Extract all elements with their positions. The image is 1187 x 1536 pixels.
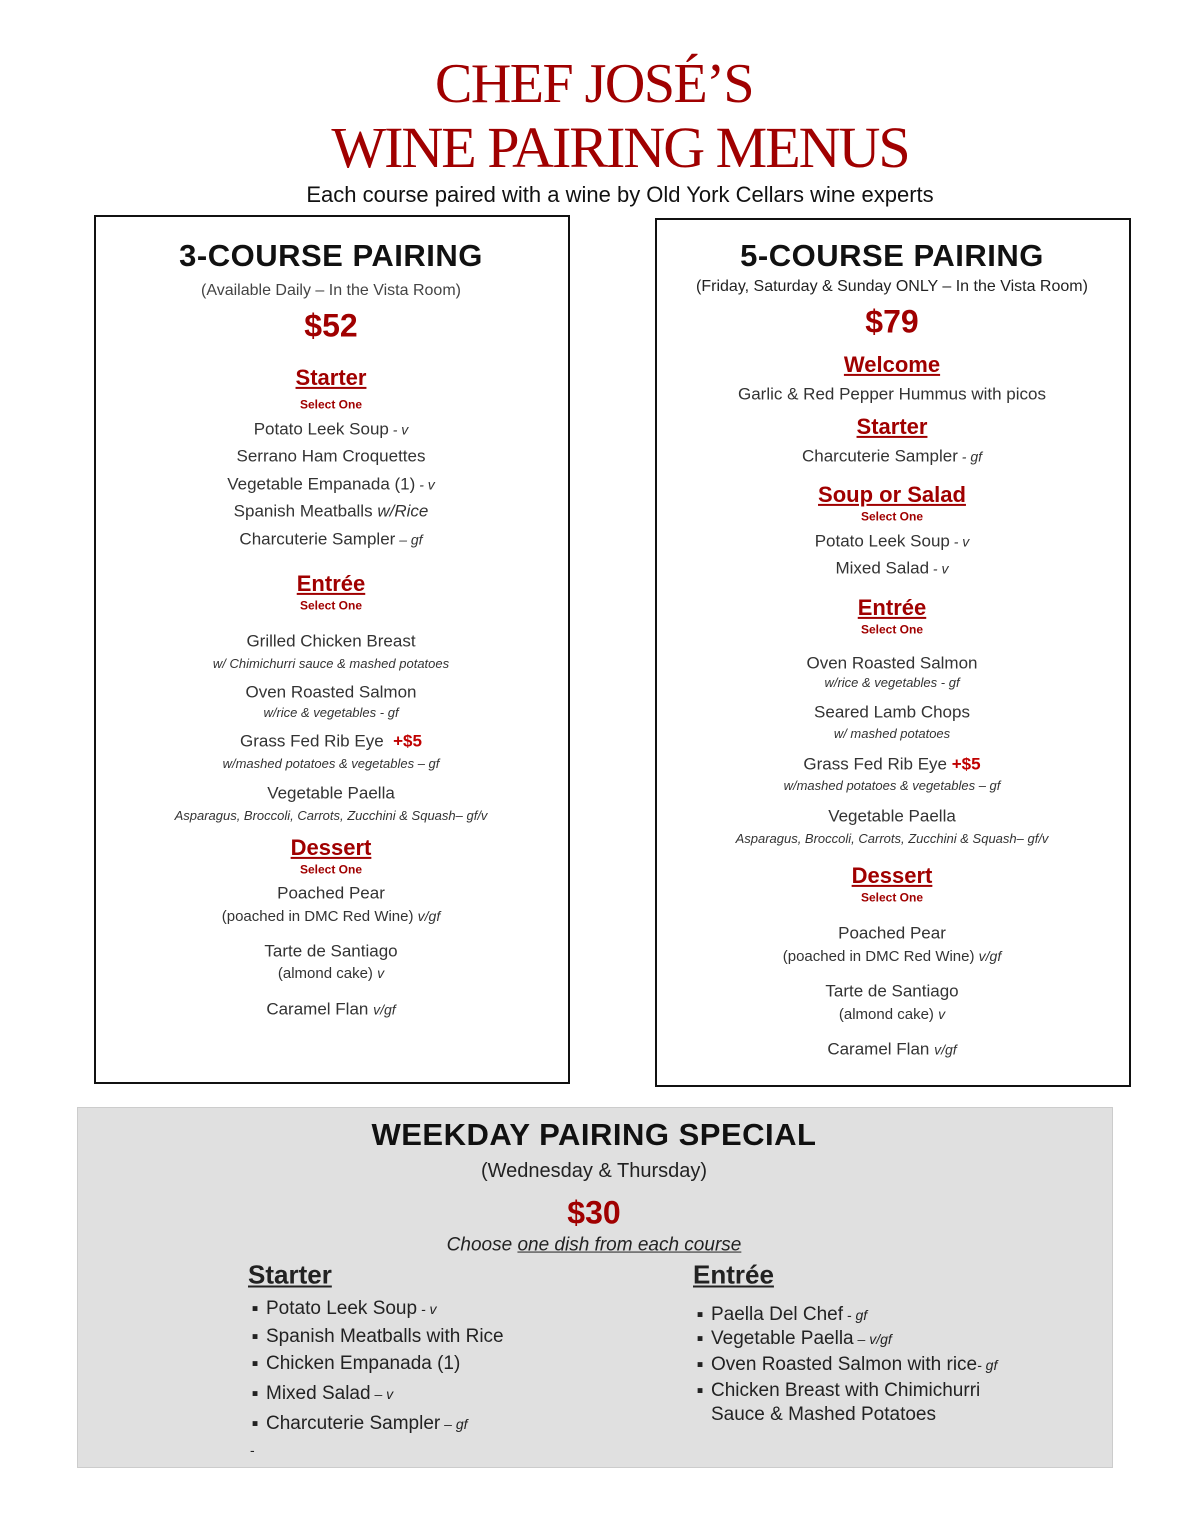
section-heading: Starter	[856, 413, 928, 439]
list-item-continuation	[711, 1404, 936, 1426]
weekday-instruction	[77, 1236, 1111, 1257]
item-description: w/ mashed potatoes	[833, 725, 951, 741]
bullet-icon: ■	[697, 1385, 704, 1397]
menu-item	[94, 733, 568, 752]
item-description: (almond cake)	[277, 964, 378, 982]
item-name: Seared Lamb Chops	[814, 702, 970, 722]
five-course-availability: (Friday, Saturday & Sunday ONLY – In the Vista Room)	[696, 278, 1088, 296]
weekday-price: $30	[567, 1194, 621, 1231]
diet-tag: - v	[949, 533, 970, 550]
bullet-icon: ■	[697, 1333, 704, 1345]
item-description: w/ Chimichurri sauce & mashed potatoes	[212, 655, 450, 671]
menu-item	[94, 476, 568, 495]
item-name: Poached Pear	[838, 923, 946, 943]
section-heading: Starter	[295, 364, 367, 390]
item-name: Oven Roasted Salmon	[245, 682, 417, 702]
item-name: Mixed Salad	[835, 558, 930, 578]
diet-tag: – gf	[395, 531, 423, 548]
section-heading: Welcome	[843, 351, 941, 377]
item-name: Oven Roasted Salmon	[806, 653, 978, 673]
menu-item	[655, 560, 1129, 579]
title-line-2: WINE PAIRING MENUS	[331, 115, 909, 181]
diet-tag: v/gf	[417, 907, 441, 924]
item-name: Grass Fed Rib Eye	[240, 731, 384, 751]
item-description: Asparagus, Broccoli, Carrots, Zucchini & Squash– gf/v	[174, 807, 488, 823]
item-description: w/rice & vegetables - gf	[263, 704, 399, 720]
item-name: Sauce & Mashed Potatoes	[711, 1404, 936, 1425]
section-heading: Starter	[248, 1259, 332, 1290]
item-name: Grilled Chicken Breast	[246, 631, 416, 651]
title-line-1: CHEF JOSÉ’S	[434, 53, 754, 116]
upcharge: +$5	[951, 754, 981, 774]
section-heading: Soup or Salad	[818, 481, 966, 507]
section-heading: Dessert	[851, 862, 933, 888]
item-description: (poached in DMC Red Wine)	[782, 947, 979, 965]
item-name: Potato Leek Soup	[253, 419, 389, 439]
item-name: Poached Pear	[277, 883, 385, 903]
item-description: (almond cake)	[838, 1005, 939, 1023]
bullet-icon: ■	[697, 1309, 704, 1321]
five-course-price: $79	[865, 303, 919, 340]
menu-item	[655, 1041, 1129, 1060]
bullet-icon: ■	[252, 1358, 259, 1370]
item-name: Chicken Empanada (1)	[266, 1353, 461, 1374]
menu-item	[655, 448, 1129, 467]
list-item	[266, 1383, 393, 1405]
item-name: Mixed Salad	[266, 1383, 371, 1404]
bullet-icon: ■	[252, 1303, 259, 1315]
three-course-price: $52	[304, 307, 358, 344]
item-name: Charcuterie Sampler	[801, 446, 958, 466]
list-item	[266, 1413, 468, 1435]
select-one-note: Select One	[299, 862, 363, 877]
item-accompaniment: w/Rice	[377, 501, 429, 521]
diet-tag: - v	[417, 1301, 437, 1317]
list-item	[266, 1326, 504, 1348]
item-description: w/mashed potatoes & vegetables – gf	[783, 777, 1001, 793]
select-one-note: Select One	[299, 397, 363, 412]
menu-item	[655, 949, 1129, 966]
item-description: Asparagus, Broccoli, Carrots, Zucchini & Squash– gf/v	[735, 830, 1049, 846]
bullet-icon: ■	[252, 1331, 259, 1343]
diet-tag: - v	[929, 560, 949, 577]
menu-item	[655, 1007, 1129, 1024]
item-name: Serrano Ham Croquettes	[236, 446, 426, 466]
menu-item	[655, 533, 1129, 552]
list-item	[711, 1354, 997, 1376]
item-name: Charcuterie Sampler	[266, 1413, 441, 1434]
diet-tag: - gf	[843, 1307, 868, 1323]
item-name: Garlic & Red Pepper Hummus with picos	[737, 384, 1046, 404]
diet-tag: v	[938, 1005, 946, 1022]
three-course-availability: (Available Daily – In the Vista Room)	[201, 282, 461, 300]
item-name: Vegetable Paella	[267, 783, 395, 803]
section-heading: Entrée	[857, 594, 927, 620]
menu-item	[94, 966, 568, 983]
item-name: Caramel Flan	[266, 999, 374, 1019]
three-course-title: 3-COURSE PAIRING	[179, 237, 483, 273]
menu-item	[94, 531, 568, 550]
list-item	[266, 1298, 437, 1320]
diet-tag: – v/gf	[853, 1331, 892, 1347]
section-heading: Entrée	[693, 1259, 774, 1290]
item-name: Grass Fed Rib Eye	[803, 754, 948, 774]
item-name: Tarte de Santiago	[825, 981, 959, 1001]
list-item	[266, 1353, 460, 1375]
menu-item	[94, 421, 568, 440]
instruction-prefix: Choose	[446, 1234, 518, 1256]
tagline: Each course paired with a wine by Old York Cellars wine experts	[306, 181, 934, 207]
list-item	[711, 1328, 892, 1350]
select-one-note: Select One	[860, 622, 924, 637]
item-name: Caramel Flan	[827, 1039, 935, 1059]
menu-item	[655, 756, 1129, 775]
item-name: Charcuterie Sampler	[239, 529, 396, 549]
item-name: Potato Leek Soup	[814, 531, 950, 551]
select-one-note: Select One	[860, 890, 924, 905]
menu-item	[94, 909, 568, 926]
item-name: Paella Del Chef	[711, 1304, 844, 1325]
item-name: Spanish Meatballs	[233, 501, 378, 521]
list-item	[711, 1380, 980, 1402]
diet-tag: - v	[415, 476, 435, 493]
section-heading: Dessert	[290, 834, 372, 860]
diet-tag: – gf	[440, 1416, 468, 1432]
five-course-title: 5-COURSE PAIRING	[740, 237, 1044, 273]
item-name: Oven Roasted Salmon with rice	[711, 1354, 978, 1375]
item-name: Tarte de Santiago	[264, 941, 398, 961]
diet-tag: v	[377, 964, 385, 981]
diet-tag: - v	[388, 421, 409, 438]
item-name: Chicken Breast with Chimichurri	[711, 1380, 981, 1401]
menu-item	[94, 448, 568, 467]
diet-tag: v/gf	[978, 947, 1002, 964]
section-heading: Entrée	[296, 570, 366, 596]
weekday-days: (Wednesday & Thursday)	[480, 1160, 708, 1182]
item-name: Spanish Meatballs with Rice	[266, 1326, 504, 1347]
list-item	[711, 1304, 867, 1326]
instruction-emphasis: one dish from each course	[517, 1234, 742, 1256]
item-description: w/mashed potatoes & vegetables – gf	[222, 755, 440, 771]
menu-item	[94, 503, 568, 522]
item-name: Vegetable Empanada (1)	[227, 474, 416, 494]
weekday-title: WEEKDAY PAIRING SPECIAL	[371, 1116, 817, 1152]
item-name: Vegetable Paella	[828, 806, 956, 826]
diet-tag: v/gf	[373, 1001, 396, 1018]
diet-tag: - gf	[957, 448, 983, 465]
select-one-note: Select One	[299, 598, 363, 613]
item-name: Potato Leek Soup	[266, 1298, 418, 1319]
bullet-icon: ■	[252, 1418, 259, 1430]
select-one-note: Select One	[860, 509, 924, 524]
trailing-dash: -	[250, 1442, 255, 1458]
bullet-icon: ■	[697, 1359, 704, 1371]
diet-tag: – v	[370, 1386, 394, 1402]
item-description: w/rice & vegetables - gf	[824, 674, 960, 690]
upcharge: +$5	[393, 731, 422, 751]
diet-tag: v/gf	[934, 1041, 957, 1058]
item-description: (poached in DMC Red Wine)	[221, 907, 418, 925]
menu-item	[94, 1001, 568, 1020]
item-name: Vegetable Paella	[711, 1328, 854, 1349]
diet-tag: - gf	[977, 1357, 998, 1373]
bullet-icon: ■	[252, 1388, 259, 1400]
